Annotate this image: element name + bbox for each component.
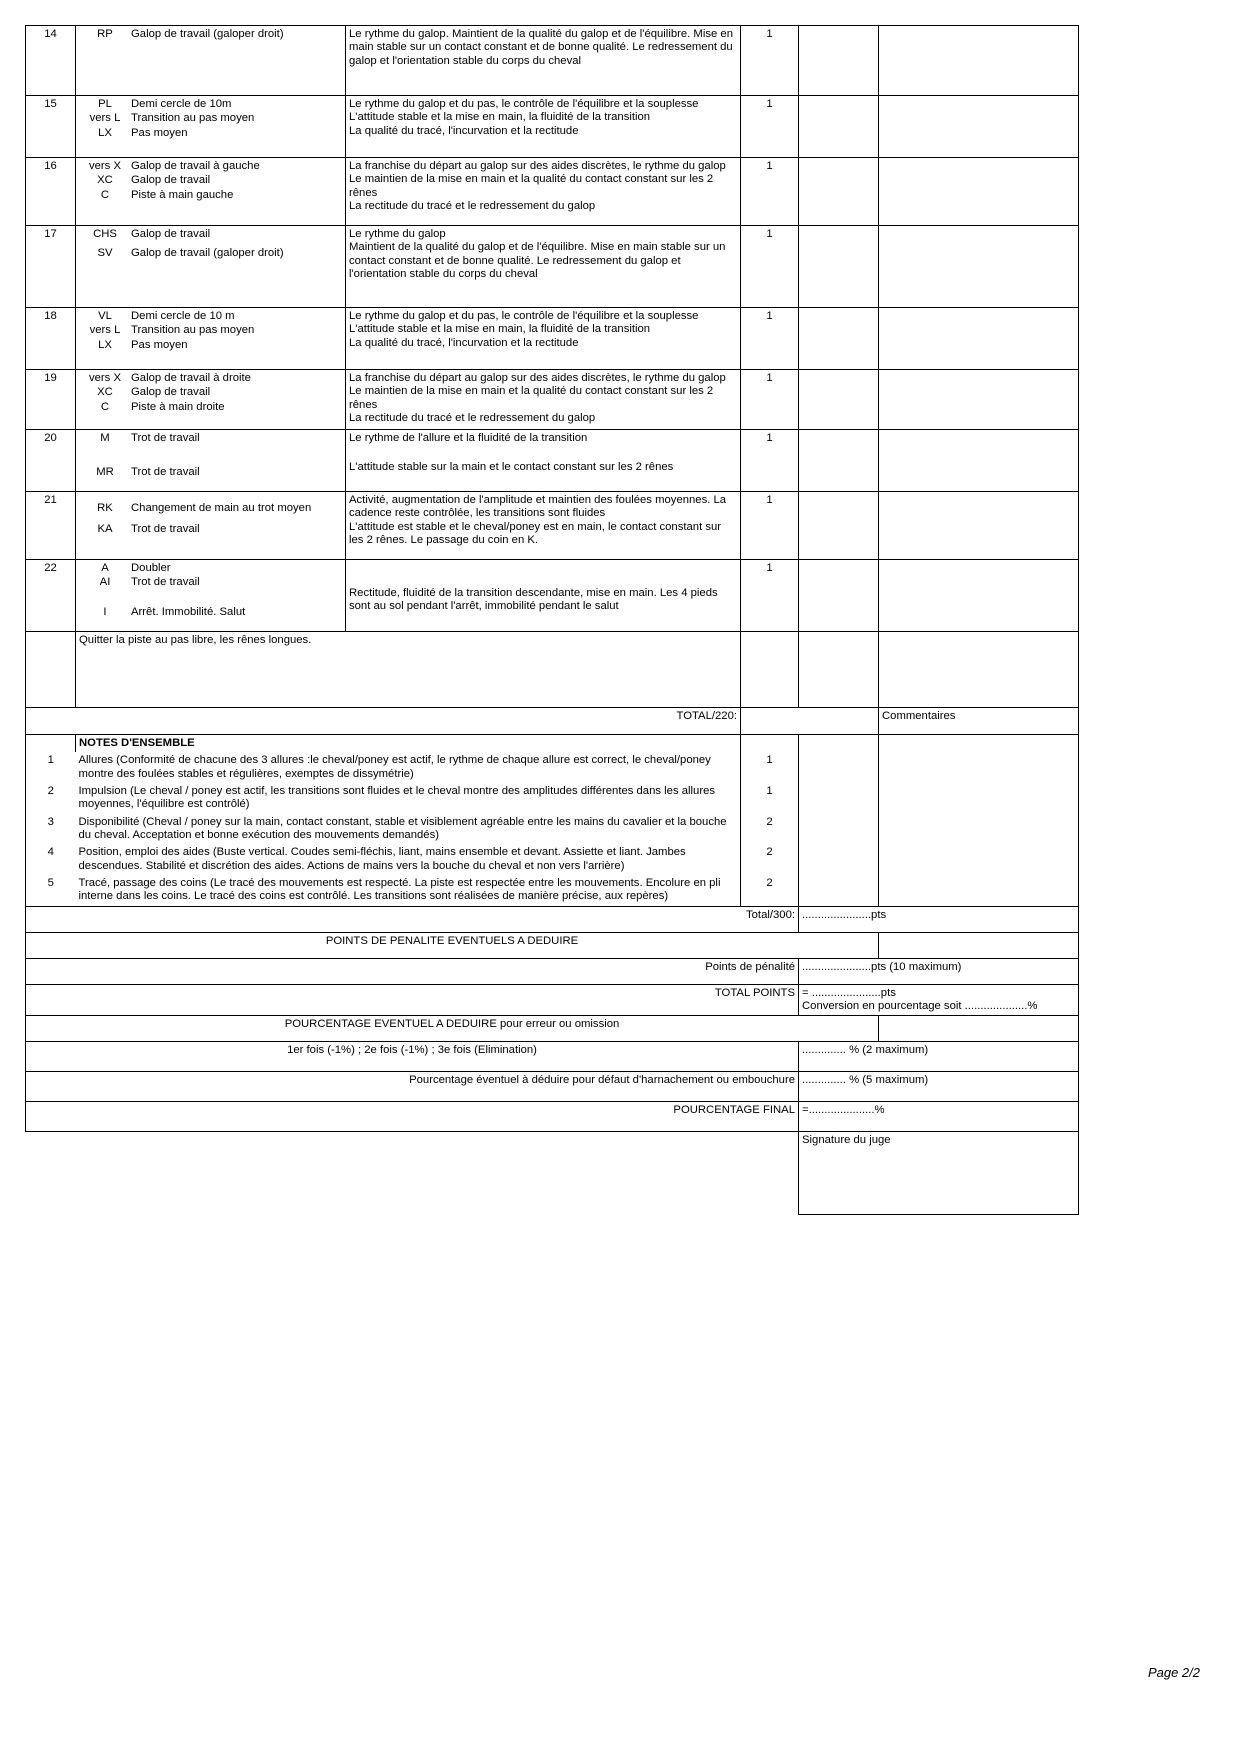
movement-cell [76,492,346,560]
harness-value[interactable]: .............. % (5 maximum) [799,1072,1079,1102]
penalty-label: Points de pénalité [26,958,799,984]
penalty-header: POINTS DE PENALITE EVENTUELS A DEDUIRE [26,932,879,958]
exit-instruction: Quitter la piste au pas libre, les rênes longues. [76,632,741,708]
total-points-values[interactable] [799,984,1079,1016]
conversion-percentage-value: Conversion en pourcentage soit ....................% [802,999,1038,1012]
penalty-header-spacer [879,932,1079,958]
note-ensemble-text: Tracé, passage des coins (Le tracé des mouvements est respecté. La piste est respectée entre les mouvements. Encolure en pli interne dans les coins. Le tracé des coins est contrôlé. Les transitions sont réalisées de manière précise, aux repères) [76,875,741,906]
note-cell[interactable] [799,96,879,158]
table-row [26,492,1079,560]
movement-letter: VL [98,310,112,322]
criteria-cell [346,492,741,560]
movement-number: 15 [26,96,76,158]
coefficient-cell: 1 [741,308,799,370]
notes-ensemble-header-row [26,735,1079,753]
movement-number: 22 [26,560,76,632]
movement-letter: A [101,562,109,574]
movement-cell [76,96,346,158]
movement-text: Trot de travail [131,466,200,479]
movement-number: 14 [26,26,76,96]
note-ensemble-text: Disponibilité (Cheval / poney sur la main, contact constant, stable et visiblement agréable entre les mains du cavalier et la bouche du cheval. Acceptation et bonne exécution des mouvements demandés) [78,815,727,841]
total-points-row [26,984,1079,1016]
movement-text: Galop de travail [131,228,211,240]
movement-letter: AI [99,576,111,589]
final-percentage-label: POURCENTAGE FINAL [26,1102,799,1132]
criteria-line: Maintient de la qualité du galop et de l'équilibre. Mise en main stable sur un contact constant et de bonne qualité. Le redressement du galop et l'orientation stable du corps du cheval [349,241,726,280]
final-percentage-value[interactable]: =.....................% [799,1102,1079,1132]
note-ensemble-text: Position, emploi des aides (Buste vertical. Coudes semi-fléchis, liant, mains ensemble et devant. Assiette et liant. Jambes descendues. Stabilité et discrétion des aides. Actions de mains vers la bouche du cheval et non vers l'arrière) [78,846,686,872]
movement-letter: MR [96,466,114,479]
note-ensemble-coefficient: 2 [741,844,799,875]
total-220-label: TOTAL/220: [26,708,741,735]
movement-text: Doubler [131,562,171,574]
notes-ensemble-coef-spacer [741,735,799,753]
exit-observations[interactable] [879,632,1079,708]
criteria-cell [346,370,741,430]
observations-cell[interactable] [879,370,1079,430]
criteria-line: La qualité du tracé, l'incurvation et la rectitude [349,124,579,137]
exit-number [26,632,76,708]
movement-letter: LX [98,126,112,139]
note-cell[interactable] [799,158,879,226]
movement-letter: vers L [89,324,121,337]
movement-letter: RP [97,28,113,40]
movement-cell [76,430,346,492]
harness-row [26,1072,1079,1102]
movement-text: Transition au pas moyen [131,112,255,125]
movement-cell [76,560,346,632]
movement-number: 17 [26,226,76,308]
penalty-value[interactable]: ......................pts (10 maximum) [799,958,1079,984]
note-ensemble-text: Impulsion (Le cheval / poney est actif, les transitions sont fluides et le cheval montre des amplitudes différentes dans les allures moyennes, l'équilibre est contrôlé) [78,784,716,811]
note-ensemble-number: 2 [26,783,76,814]
total-points-value: = ......................pts [802,986,896,999]
movement-text: Arrêt. Immobilité. Salut [131,605,246,618]
criteria-line: Le rythme du galop et du pas, le contrôle de l'équilibre et la souplesse [349,310,699,322]
criteria-line: L'attitude stable sur la main et le contact constant sur les 2 rênes [349,461,674,474]
note-cell[interactable] [799,370,879,430]
coefficient-cell: 1 [741,26,799,96]
movement-text: Pas moyen [131,126,188,139]
errors-row [26,1042,1079,1072]
movement-text: Piste à main droite [131,400,225,413]
criteria-line: La franchise du départ au galop sur des aides discrètes, le rythme du galop [349,160,726,172]
criteria-line: Rectitude, fluidité de la transition descendante, mise en main. Les 4 pieds sont au sol pendant l'arrêt, immobilité pendant le salut [349,587,718,613]
movement-text: Transition au pas moyen [131,324,255,337]
note-ensemble-number: 3 [26,814,76,845]
table-row [26,370,1079,430]
criteria-cell [346,26,741,96]
note-cell[interactable] [799,308,879,370]
criteria-line: La qualité du tracé, l'incurvation et la rectitude [349,336,579,349]
penalty-row [26,958,1079,984]
note-cell[interactable] [799,226,879,308]
observations-cell[interactable] [879,96,1079,158]
observations-cell[interactable] [879,26,1079,96]
note-ensemble-note[interactable] [799,783,879,814]
observations-cell[interactable] [879,226,1079,308]
table-row-exit [26,632,1079,708]
movement-letter: I [103,605,107,618]
movement-text: Demi cercle de 10 m [131,310,235,322]
movement-text: Trot de travail [131,523,200,536]
criteria-cell [346,158,741,226]
movement-text: Trot de travail [131,576,200,589]
movement-text: Changement de main au trot moyen [131,502,312,514]
note-ensemble-coefficient: 2 [741,875,799,906]
signature-spacer [26,1132,799,1215]
movement-text: Pas moyen [131,338,188,351]
page-footer: Page 2/2 [1147,1665,1200,1680]
criteria-line: Le rythme de l'allure et la fluidité de la transition [349,432,588,444]
movement-letter: vers X [88,372,121,384]
criteria-cell [346,226,741,308]
criteria-line: Le maintien de la mise en main et la qualité du contact constant sur les 2 rênes [349,173,714,199]
movement-number: 20 [26,430,76,492]
table-row [26,560,1079,632]
note-ensemble-note[interactable] [799,752,879,783]
note-ensemble-note[interactable] [799,844,879,875]
note-ensemble-coefficient: 2 [741,814,799,845]
movement-text: Galop de travail (galoper droit) [131,28,284,40]
movement-letter: LX [98,338,112,351]
comments-area[interactable] [879,735,1079,907]
movement-letter: PL [98,98,112,110]
criteria-line: L'attitude stable et la mise en main, la fluidité de la transition [349,111,651,124]
notes-ensemble-note-spacer[interactable] [799,735,879,753]
harness-label: Pourcentage éventuel à déduire pour défaut d'harnachement ou embouchure [26,1072,799,1102]
note-cell[interactable] [799,430,879,492]
table-row [26,226,1079,308]
criteria-line: La rectitude du tracé et le redressement du galop [349,411,596,424]
notes-ensemble-spacer [26,735,76,753]
movement-letter: CHS [93,228,117,240]
movement-letter: SV [97,247,113,260]
movement-text: Demi cercle de 10m [131,98,232,110]
movement-letter: M [100,432,110,444]
movement-cell [76,370,346,430]
note-ensemble-coefficient: 1 [741,752,799,783]
movement-letter: KA [97,523,113,536]
movement-number: 19 [26,370,76,430]
movement-text: Galop de travail à droite [131,372,251,384]
observations-cell[interactable] [879,492,1079,560]
criteria-line: La franchise du départ au galop sur des aides discrètes, le rythme du galop [349,372,726,384]
criteria-line: Le rythme du galop [349,228,446,240]
note-ensemble-number: 5 [26,875,76,906]
criteria-cell [346,560,741,632]
table-row [26,26,1079,96]
coefficient-cell: 1 [741,96,799,158]
note-ensemble-note[interactable] [799,875,879,906]
criteria-line: La rectitude du tracé et le redressement du galop [349,199,596,212]
criteria-line: Le maintien de la mise en main et la qualité du contact constant sur les 2 rênes [349,385,714,411]
note-cell[interactable] [799,26,879,96]
signature-field[interactable]: Signature du juge [799,1132,1079,1215]
movement-letter: C [100,188,110,201]
movement-letter: vers L [89,112,121,125]
exit-coefficient [741,632,799,708]
observations-cell[interactable] [879,430,1079,492]
percentage-header: POURCENTAGE EVENTUEL A DEDUIRE pour erreur ou omission [26,1016,879,1042]
movement-letter: XC [97,386,113,399]
movement-number: 18 [26,308,76,370]
movement-letter: RK [97,502,113,514]
movement-number: 16 [26,158,76,226]
criteria-line: Activité, augmentation de l'amplitude et maintien des foulées moyennes. La cadence reste contrôlée, les transitions sont fluides [349,494,727,520]
coefficient-cell: 1 [741,158,799,226]
note-ensemble-number: 4 [26,844,76,875]
total-300-label: Total/300: [26,906,799,932]
total-points-label: TOTAL POINTS [26,984,799,1016]
observations-cell[interactable] [879,560,1079,632]
observations-cell[interactable] [879,158,1079,226]
coefficient-cell: 1 [741,560,799,632]
note-ensemble-note[interactable] [799,814,879,845]
movement-text: Piste à main gauche [131,188,234,201]
movement-letter: vers X [88,160,121,172]
movement-cell [76,158,346,226]
comments-label: Commentaires [879,708,1079,735]
movement-text: Galop de travail à gauche [131,160,260,172]
coefficient-cell: 1 [741,430,799,492]
coefficient-cell: 1 [741,226,799,308]
movement-text: Trot de travail [131,432,200,444]
coefficient-cell: 1 [741,370,799,430]
total-300-value[interactable]: ......................pts [799,906,1079,932]
percentage-header-spacer [879,1016,1079,1042]
movement-text: Galop de travail (galoper droit) [131,247,284,260]
table-row [26,430,1079,492]
movement-letter: XC [97,174,113,187]
errors-value[interactable]: .............. % (2 maximum) [799,1042,1079,1072]
exit-note[interactable] [799,632,879,708]
total-220-row [26,708,1079,735]
total-300-row [26,906,1079,932]
percentage-header-row [26,1016,1079,1042]
table-row [26,96,1079,158]
note-cell[interactable] [799,492,879,560]
note-ensemble-coefficient: 1 [741,783,799,814]
note-cell[interactable] [799,560,879,632]
note-ensemble-number: 1 [26,752,76,783]
criteria-line: Le rythme du galop et du pas, le contrôle de l'équilibre et la souplesse [349,98,699,110]
total-220-value[interactable] [741,708,879,735]
note-ensemble-text: Allures (Conformité de chacune des 3 allures :le cheval/poney est actif, le rythme de chaque allure est correct, le cheval/poney montre des foulées stables et régulières, exemptes de dissymétrie) [78,754,711,780]
final-percentage-row [26,1102,1079,1132]
criteria-cell [346,430,741,492]
criteria-line: L'attitude est stable et le cheval/poney est en main, le contact constant sur les 2 rênes. Le passage du coin en K. [349,520,722,546]
table-row [26,158,1079,226]
penalty-header-row [26,932,1079,958]
observations-cell[interactable] [879,308,1079,370]
movement-cell [76,26,346,96]
signature-row [26,1132,1079,1215]
table-row [26,308,1079,370]
movement-letter: C [100,400,110,413]
criteria-line: Le rythme du galop. Maintient de la qualité du galop et de l'équilibre. Mise en main stable sur un contact constant et de bonne qualité. Le redressement du galop et l'orientation stable du corps du cheval [349,28,733,67]
criteria-cell [346,96,741,158]
coefficient-cell: 1 [741,492,799,560]
movement-cell [76,308,346,370]
criteria-cell [346,308,741,370]
movement-number: 21 [26,492,76,560]
scoring-table [25,25,1079,1215]
errors-label: 1er fois (-1%) ; 2e fois (-1%) ; 3e fois (Elimination) [26,1042,799,1072]
movement-cell [76,226,346,308]
movement-text: Galop de travail [131,386,211,399]
movement-text: Galop de travail [131,174,211,187]
notes-ensemble-title: NOTES D'ENSEMBLE [76,735,741,753]
criteria-line: L'attitude stable et la mise en main, la fluidité de la transition [349,323,651,336]
